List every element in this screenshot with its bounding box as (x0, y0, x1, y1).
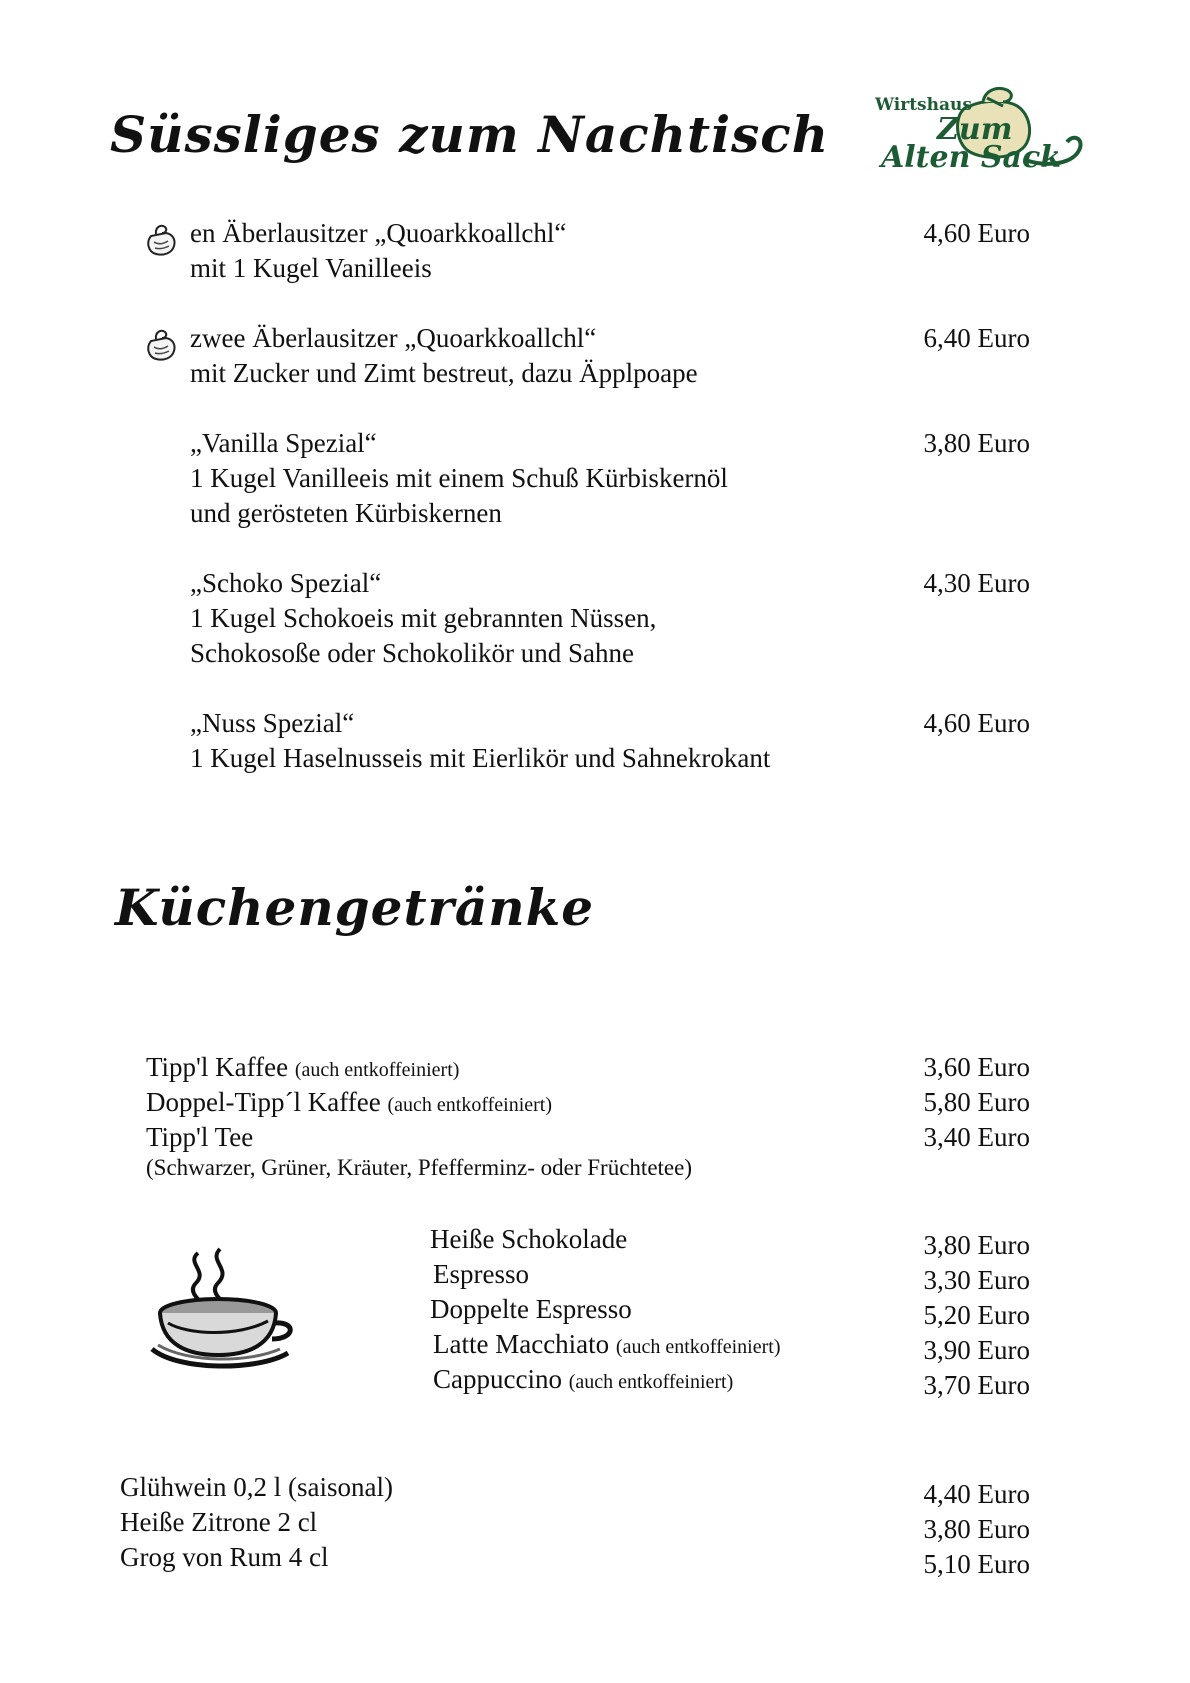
drink-price: 3,80 Euro (923, 1514, 1030, 1544)
dessert-item-name: „Vanilla Spezial“ (190, 428, 377, 458)
drink-name: Cappuccino (433, 1364, 562, 1394)
drink-price: 5,80 Euro (923, 1087, 1030, 1117)
logo-line-wirtshaus: Wirtshaus (875, 95, 972, 115)
drink-name: Tipp'l Kaffee (146, 1052, 289, 1082)
drink-item (430, 1292, 632, 1327)
drink-name: Doppel-Tipp´l Kaffee (146, 1087, 381, 1117)
tea-note: (Schwarzer, Grüner, Kräuter, Pfefferminz- oder Früchtetee) (146, 1155, 692, 1180)
drink-item (433, 1257, 529, 1292)
drink-item (146, 1085, 552, 1123)
drink-item (433, 1327, 780, 1365)
dessert-item-desc: und gerösteten Kürbiskernen (190, 498, 502, 528)
dessert-item-price: 6,40 Euro (923, 323, 1030, 353)
dessert-item-price: 4,30 Euro (923, 568, 1030, 598)
drink-note: (auch entkoffeiniert) (294, 1059, 460, 1081)
drink-note: (auch entkoffeiniert) (568, 1371, 734, 1393)
dessert-item-name: „Nuss Spezial“ (190, 708, 355, 738)
wirtshaus-logo (875, 68, 1090, 183)
drink-name: Doppelte Espresso (430, 1294, 632, 1324)
sack-icon (146, 327, 176, 366)
sack-icon (146, 222, 176, 261)
logo-line-alten-sack: Alten Sack (881, 140, 1062, 175)
dessert-item-desc: Schokosoße oder Schokolikör und Sahne (190, 638, 634, 668)
dessert-item-name: zwee Äberlausitzer „Quoarkkoallchl“ (190, 323, 597, 353)
drinks-section-title: Küchengetränke (115, 878, 595, 937)
drink-price: 3,60 Euro (923, 1052, 1030, 1082)
drink-price: 5,20 Euro (923, 1300, 1030, 1330)
dessert-item-desc: 1 Kugel Schokoeis mit gebrannten Nüssen, (190, 603, 657, 633)
drink-item (433, 1362, 733, 1400)
drink-price: 3,70 Euro (923, 1370, 1030, 1400)
drink-price: 3,90 Euro (923, 1335, 1030, 1365)
dessert-item-price: 4,60 Euro (923, 218, 1030, 248)
drink-item (146, 1050, 459, 1088)
drink-name: Tipp'l Tee (146, 1122, 254, 1152)
drink-name: Glühwein 0,2 l (saisonal) (120, 1472, 393, 1502)
drink-item (146, 1120, 253, 1155)
drink-price: 4,40 Euro (923, 1479, 1030, 1509)
drink-price: 3,30 Euro (923, 1265, 1030, 1295)
dessert-item-name: „Schoko Spezial“ (190, 568, 382, 598)
dessert-section-title: Süssliges zum Nachtisch (110, 105, 830, 164)
drink-name: Espresso (433, 1259, 529, 1289)
coffee-cup-icon (148, 1245, 298, 1375)
dessert-item-desc: mit 1 Kugel Vanilleeis (190, 253, 432, 283)
drink-name: Heiße Schokolade (430, 1224, 628, 1254)
drink-name: Latte Macchiato (433, 1329, 610, 1359)
dessert-item-desc: mit Zucker und Zimt bestreut, dazu Äpplpoape (190, 358, 698, 388)
dessert-item-desc: 1 Kugel Haselnusseis mit Eierlikör und Sahnekrokant (190, 743, 771, 773)
dessert-item-price: 4,60 Euro (923, 708, 1030, 738)
drink-price: 5,10 Euro (923, 1549, 1030, 1579)
drink-name: Heiße Zitrone 2 cl (120, 1507, 318, 1537)
dessert-item-desc: 1 Kugel Vanilleeis mit einem Schuß Kürbiskernöl (190, 463, 728, 493)
drink-price: 3,80 Euro (923, 1230, 1030, 1260)
drink-note: (auch entkoffeiniert) (615, 1336, 781, 1358)
drink-name: Grog von Rum 4 cl (120, 1542, 329, 1572)
drink-item (430, 1222, 627, 1257)
dessert-item-name: en Äberlausitzer „Quoarkkoallchl“ (190, 218, 567, 248)
drink-price: 3,40 Euro (923, 1122, 1030, 1152)
dessert-item-price: 3,80 Euro (923, 428, 1030, 458)
drink-note: (auch entkoffeiniert) (387, 1094, 553, 1116)
logo-line-zum: Zum (937, 112, 1013, 147)
